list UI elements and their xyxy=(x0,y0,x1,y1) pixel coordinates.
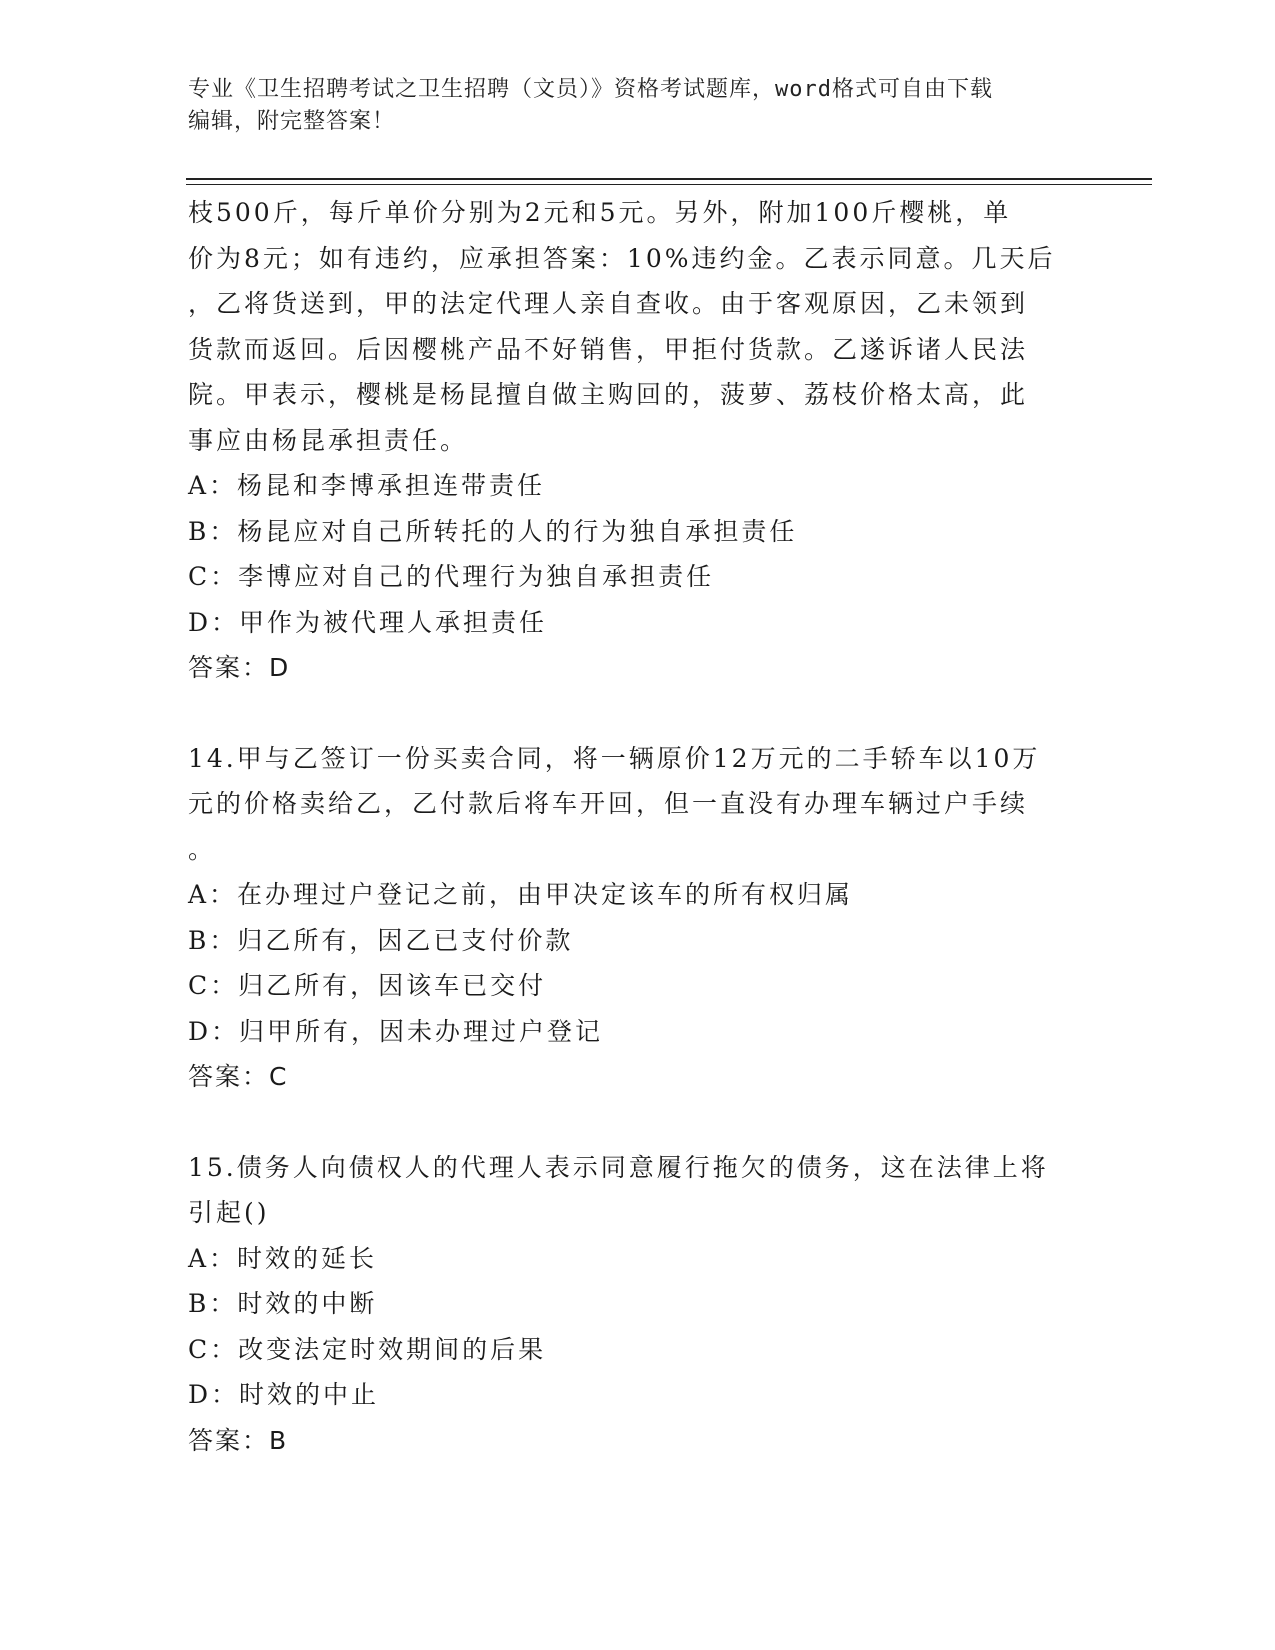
question-line: 院。甲表示，樱桃是杨昆擅自做主购回的，菠萝、荔枝价格太高，此 xyxy=(188,380,1029,409)
question-line: 14.甲与乙签订一份买卖合同，将一辆原价12万元的二手轿车以10万 xyxy=(188,743,1041,773)
question-line: 枝500斤，每斤单价分别为2元和5元。另外，附加100斤樱桃，单 xyxy=(188,198,1012,227)
spacer xyxy=(188,691,1068,736)
option-c: C：改变法定时效期间的后果 xyxy=(188,1334,547,1364)
option-a: A：杨昆和李博承担连带责任 xyxy=(188,471,546,500)
answer: 答案：C xyxy=(188,1062,289,1091)
option-d: D：时效的中止 xyxy=(188,1380,380,1409)
option-b: B：杨昆应对自己所转托的人的行为独自承担责任 xyxy=(188,516,798,546)
answer: 答案：D xyxy=(188,653,291,682)
question-line: 货款而返回。后因樱桃产品不好销售，甲拒付货款。乙遂诉诸人民法 xyxy=(188,334,1029,364)
question-text xyxy=(188,736,1068,873)
question-line: 元的价格卖给乙，乙付款后将车开回，但一直没有办理车辆过户手续 xyxy=(188,789,1029,818)
question-line: 15.债务人向债权人的代理人表示同意履行拖欠的债务，这在法律上将 xyxy=(188,1152,1049,1182)
question-line: 。 xyxy=(188,834,217,864)
option-a: A：在办理过户登记之前，由甲决定该车的所有权归属 xyxy=(188,880,854,909)
question-13-continuation xyxy=(188,190,1068,691)
option-d: D：甲作为被代理人承担责任 xyxy=(188,607,548,637)
option-b: B：时效的中断 xyxy=(188,1289,378,1318)
option-b: B：归乙所有，因乙已支付价款 xyxy=(188,925,574,955)
question-15 xyxy=(188,1145,1068,1464)
answer: 答案：B xyxy=(188,1425,289,1455)
header-divider-thin xyxy=(186,184,1152,185)
option-c: C：归乙所有，因该车已交付 xyxy=(188,971,547,1000)
option-a: A：时效的延长 xyxy=(188,1243,378,1273)
spacer xyxy=(188,1100,1068,1145)
document-header xyxy=(188,74,1078,138)
question-line: ，乙将货送到，甲的法定代理人亲自查收。由于客观原因，乙未领到 xyxy=(188,289,1029,318)
header-line-2: 编辑，附完整答案！ xyxy=(188,109,396,134)
question-14 xyxy=(188,736,1068,1100)
header-line-1: 专业《卫生招聘考试之卫生招聘（文员）》资格考试题库，word格式可自由下载 xyxy=(188,77,993,102)
question-text xyxy=(188,1145,1068,1236)
question-text xyxy=(188,190,1068,463)
document-body xyxy=(188,190,1068,1463)
question-line: 引起() xyxy=(188,1198,270,1227)
header-divider-thick xyxy=(186,178,1152,180)
option-d: D：归甲所有，因未办理过户登记 xyxy=(188,1016,604,1046)
option-c: C：李博应对自己的代理行为独自承担责任 xyxy=(188,562,715,591)
question-line: 价为8元；如有违约，应承担答案：10%违约金。乙表示同意。几天后 xyxy=(188,243,1056,273)
question-line: 事应由杨昆承担责任。 xyxy=(188,425,469,455)
